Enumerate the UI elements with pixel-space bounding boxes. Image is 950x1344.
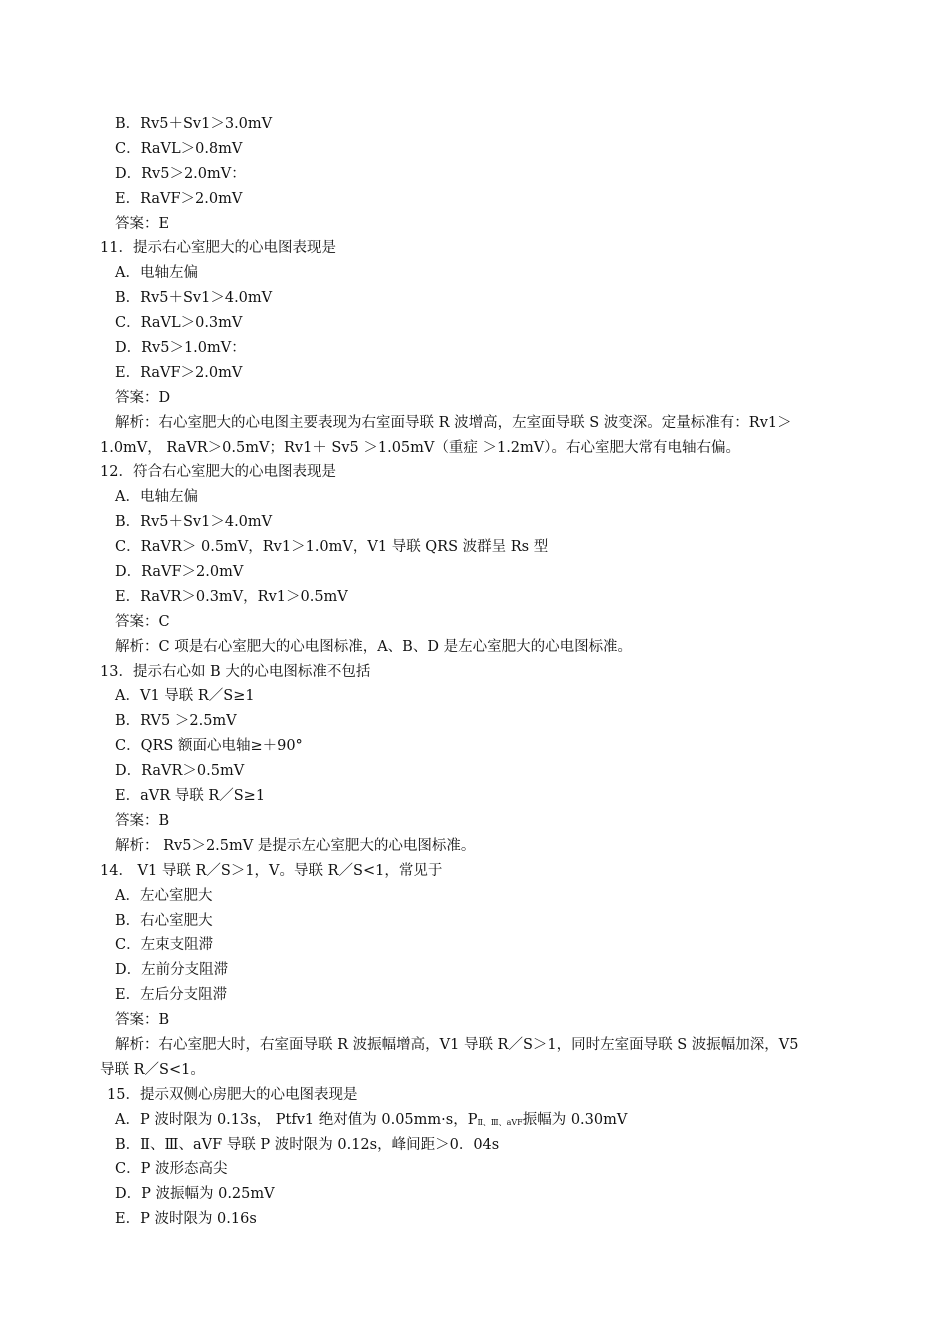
option-line: B．Rv5＋Sv1＞4.0mV xyxy=(115,514,273,531)
option-line: E．左后分支阻滞 xyxy=(115,987,228,1004)
option-line: E．RaVF＞2.0mV xyxy=(115,364,243,381)
option-line: A．电轴左偏 xyxy=(115,489,198,506)
q15-option-a-text: A．P 波时限为 0.13s， Ptfv1 绝对值为 0.05mm·s，P xyxy=(115,1111,478,1128)
option-line: E．RaVR＞0.3mV，Rv1＞0.5mV xyxy=(115,588,348,605)
q15-option-a xyxy=(0,1108,950,1133)
option-line: A．左心室肥大 xyxy=(115,887,213,904)
option-line: A．V1 导联 R／S≥1 xyxy=(115,688,255,705)
answer-line: 答案：C xyxy=(115,613,170,630)
q15-option-a-tail: 振幅为 0.30mV xyxy=(522,1111,628,1128)
option-line: E．RaVF＞2.0mV xyxy=(115,190,243,207)
option-line: D．左前分支阻滞 xyxy=(115,962,229,979)
question-line: 12．符合右心室肥大的心电图表现是 xyxy=(100,464,336,481)
option-line: A．电轴左偏 xyxy=(115,265,198,282)
option-line: C．RaVL＞0.3mV xyxy=(115,315,243,332)
continuation-line: 导联 R／S<1。 xyxy=(100,1061,205,1078)
answer-line: 答案：B xyxy=(115,812,170,829)
option-line: C．RaVR＞ 0.5mV，Rv1＞1.0mV，V1 导联 QRS 波群呈 Rs 型 xyxy=(115,539,549,556)
answer-line: 答案：B xyxy=(115,1012,170,1029)
option-line: D．RaVF＞2.0mV xyxy=(115,564,244,581)
option-line: D．Rv5＞2.0mV： xyxy=(115,165,246,182)
question-line: 11．提示右心室肥大的心电图表现是 xyxy=(100,240,336,257)
option-line: B．Rv5＋Sv1＞3.0mV xyxy=(115,116,273,132)
option-line: C．左束支阻滞 xyxy=(115,937,214,954)
q15-option-b: B．Ⅱ、Ⅲ、aVF 导联 P 波时限为 0.12s，峰间距＞0．04s xyxy=(115,1136,500,1153)
answer-line: 解析：C 项是右心室肥大的心电图标准，A、B、D 是左心室肥大的心电图标准。 xyxy=(115,638,633,655)
option-line: B．右心室肥大 xyxy=(115,912,213,929)
answer-line: 解析： Rv5＞2.5mV 是提示左心室肥大的心电图标准。 xyxy=(115,837,476,854)
continuation-line: 1.0mV， RaVR＞0.5mV；Rv1＋ Sv5 ＞1.05mV（重症 ＞1.2mV）。右心室肥大常有电轴右偏。 xyxy=(100,439,741,456)
q15-option-d: D．P 波振幅为 0.25mV xyxy=(115,1186,275,1203)
option-line: E．aVR 导联 R／S≥1 xyxy=(115,788,266,805)
option-line: B．RV5 ＞2.5mV xyxy=(115,713,237,730)
question-line: 14． V1 导联 R／S＞1，V。导联 R／S<1，常见于 xyxy=(100,862,443,879)
q15-option-e: E．P 波时限为 0.16s xyxy=(115,1211,257,1228)
option-line: B．Rv5＋Sv1＞4.0mV xyxy=(115,290,273,307)
text-lines xyxy=(0,112,950,1108)
option-line: D．Rv5＞1.0mV： xyxy=(115,340,246,357)
q15-option-a-subscript: Ⅱ、Ⅲ、aVF xyxy=(477,1117,523,1127)
option-line: D．RaVR＞0.5mV xyxy=(115,763,245,780)
document-page xyxy=(0,112,950,1232)
answer-line: 答案：D xyxy=(115,389,171,406)
option-line: C．QRS 额面心电轴≥＋90° xyxy=(115,738,303,755)
answer-line: 解析：右心室肥大的心电图主要表现为右室面导联 R 波增高，左室面导联 S 波变深。定量标准有：Rv1＞ xyxy=(115,414,792,431)
question-line: 13．提示右心如 B 大的心电图标准不包括 xyxy=(100,663,371,680)
question-line: 15．提示双侧心房肥大的心电图表现是 xyxy=(107,1086,358,1103)
q15-option-c: C．P 波形态高尖 xyxy=(115,1161,228,1178)
option-line: C．RaVL＞0.8mV xyxy=(115,140,243,157)
answer-line: 解析：右心室肥大时，右室面导联 R 波振幅增高，V1 导联 R／S＞1，同时左室面导联 S 波振幅加深，V5 xyxy=(115,1036,799,1053)
answer-line: 答案：E xyxy=(115,215,170,232)
